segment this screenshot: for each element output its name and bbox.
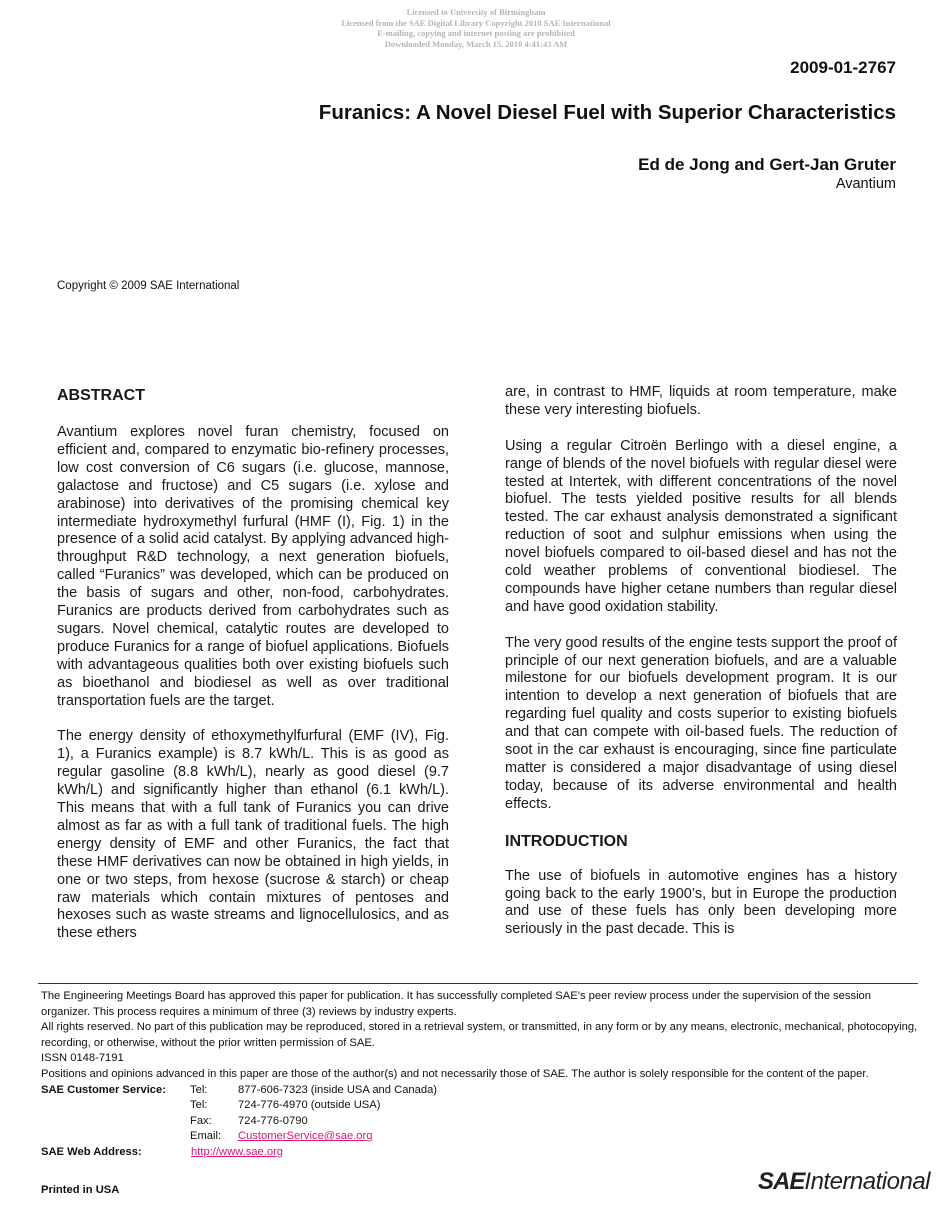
web-address-row [41,1145,921,1165]
license-line: Licensed to University of Birmingham [406,7,546,17]
paper-title: Furanics: A Novel Diesel Fuel with Superior Characteristics [318,101,896,124]
contact-type: Email: [190,1130,222,1143]
license-line: Downloaded Monday, March 15, 2010 4:41:43 AM [384,38,568,49]
email-link[interactable]: CustomerService@sae.org [238,1130,373,1143]
contact-row [41,1098,921,1114]
abstract-paragraph: Using a regular Citroën Berlingo with a diesel engine, a range of blends of the novel biofuels with regular diesel were tested at Intertek, with different concentrations of the novel biofuel. The tests yielded positive results for all blends tested. The car exhaust analysis demonstrated a significant reduction of soot and sulphur emissions when using the novel biofuels compared to oil-based diesel and has not the cold weather problems of conventional biodiesel. The compounds have higher cetane numbers than regular diesel and have good oxidation stability. [505,437,897,615]
affiliation: Avantium [835,176,896,192]
license-line: Licensed from the SAE Digital Library Copyright 2010 SAE International [341,17,611,28]
issn: ISSN 0148-7191 [41,1052,124,1065]
rights-notice: All rights reserved. No part of this publication may be reproduced, stored in a retrieval system, or transmitted, in any form or by any means, electronic, mechanical, photocopying, recording, or otherwise, without the prior written permission of SAE. [41,1021,918,1049]
abstract-paragraph: are, in contrast to HMF, liquids at room temperature, make these very interesting biofuels. [505,384,897,418]
printed-in: Printed in USA [41,1184,120,1196]
contact-row [41,1083,921,1099]
customer-service-label: SAE Customer Service: [41,1083,166,1096]
abstract-heading: ABSTRACT [57,387,145,404]
abstract-paragraph: The very good results of the engine tests support the proof of principle of our next generation biofuels, and are a valuable milestone for our biofuels development program. It is our intention to develop a next generation of biofuels that are regarding fuel quality and costs superior to existing biofuels and that can compete with oil-based fuels. The reduction of soot in the car exhaust is encouraging, since fine particulate matter is considered a major disadvantage of using diesel today, because of its adverse environmental and health effects. [505,634,897,812]
logo-sae: SAE [758,1168,805,1195]
approval-notice: The Engineering Meetings Board has approved this paper for publication. It has successfully completed SAE’s peer review process under the supervision of the session organizer. This process requires a minimum of three (3) reviews by industry experts. [41,990,871,1018]
logo-international: International [804,1168,930,1195]
right-column [505,384,897,957]
license-watermark [0,7,952,49]
contact-row [41,1129,921,1145]
authors: Ed de Jong and Gert-Jan Gruter [638,155,896,174]
contact-value: 877-606-7323 (inside USA and Canada) [238,1083,438,1096]
contact-type: Tel: [190,1099,208,1112]
abstract-paragraph: Avantium explores novel furan chemistry, focused on efficient and, compared to enzymatic bio-refinery processes, low cost conversion of C6 sugars (i.e. glucose, mannose, galactose and fructose) and C5 sugars (i.e. xylose and arabinose) into derivatives of the promising chemical key intermediate hydroxymethyl furfural (HMF (I), Fig. 1) in the presence of a solid acid catalyst. By applying advanced high-throughput R&D technology, a next generation biofuels, called “Furanics” was developed, which can be produced on the basis of sugars and other, non-food, carbohydrates. Furanics are products derived from carbohydrates such as sugars. Novel chemical, catalytic routes are developed to produce Furanics for a range of biofuel applications. Biofuels with advantageous qualities both over existing biofuels such as bioethanol and biodiesel as well as over traditional transportation fuels are the target. [57,424,449,709]
positions-notice: Positions and opinions advanced in this paper are those of the author(s) and not necessarily those of SAE. The author is solely responsible for the content of the paper. [41,1067,869,1080]
copyright-notice: Copyright © 2009 SAE International [57,280,240,292]
abstract-paragraph: The energy density of ethoxymethylfurfural (EMF (IV), Fig. 1), a Furanics example) is 8.7 kWh/L. This is as good as regular gasoline (8.8 kWh/L), nearly as good diesel (9.7 kWh/L) and significantly higher than ethanol (6.1 kWh/L). This means that with a full tank of Furanics you can drive almost as far as with a full tank of traditional fuels. The high energy density of EMF and other Furanics, the fact that these HMF derivatives can now be obtained in high yields, in one or two steps, from hexose (sucrose & starch) or cheap raw materials which contain mixtures of pentoses and hexoses such as waste streams and lignocellulosics, and as these ethers [57,728,449,942]
website-link[interactable]: http://www.sae.org [191,1145,284,1158]
introduction-paragraph: The use of biofuels in automotive engines has a history going back to the early 1900’s, but in Europe the production and use of these fuels has only been developing more seriously in the past decade. This is [505,867,897,938]
contact-value: 724-776-0790 [238,1114,308,1127]
contact-value: 724-776-4970 (outside USA) [238,1099,381,1112]
contact-type: Tel: [190,1083,208,1096]
footer [41,989,921,1165]
left-column [57,384,449,961]
license-line: E-mailing, copying and internet posting are prohibited [377,28,575,38]
web-address-label: SAE Web Address: [41,1145,142,1158]
contact-row [41,1114,921,1130]
sae-international-logo [758,1168,930,1200]
paper-id: 2009-01-2767 [790,58,896,77]
introduction-heading: INTRODUCTION [505,832,628,850]
footer-divider [38,983,918,984]
contact-type: Fax: [190,1114,212,1127]
